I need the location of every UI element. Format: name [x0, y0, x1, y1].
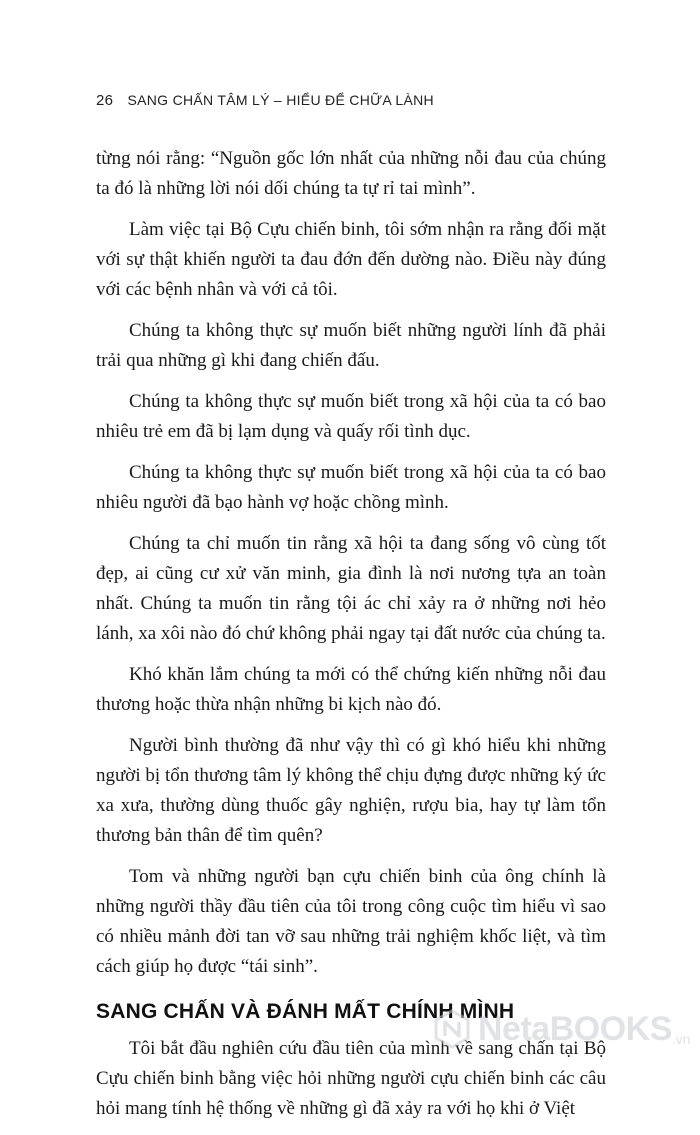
body-paragraph: Tom và những người bạn cựu chiến binh của ông chính là những người thầy đầu tiên của tôi trong công cuộc tìm hiểu vì sao có nhiều mảnh đời tan vỡ sau những trải nghiệm khốc liệt, và tìm cách giúp họ được “tái sinh”. — [96, 866, 606, 977]
body-paragraph: Làm việc tại Bộ Cựu chiến binh, tôi sớm nhận ra rằng đối mặt với sự thật khiến người ta đau đớn đến dường nào. Điều này đúng với các bệnh nhân và với cả tôi. — [96, 219, 606, 300]
watermark-text: NetaBOOKS — [478, 1009, 672, 1048]
netabooks-logo-icon — [432, 1009, 472, 1049]
body-paragraph: Tôi bắt đầu nghiên cứu đầu tiên của mình về sang chấn tại Bộ Cựu chiến binh bằng việc hỏi những người cựu chiến binh các câu hỏi mang tính hệ thống về những gì đã xảy ra với họ khi ở Việt — [96, 1038, 606, 1119]
watermark — [432, 1003, 692, 1055]
body-paragraph: từng nói rằng: “Nguồn gốc lớn nhất của những nỗi đau của chúng ta đó là những lời nói dối chúng ta tự rỉ tai mình”. — [96, 148, 606, 199]
body-paragraph: Chúng ta chỉ muốn tin rằng xã hội ta đang sống vô cùng tốt đẹp, ai cũng cư xử văn minh, gia đình là nơi nương tựa an toàn nhất. Chúng ta muốn tin rằng tội ác chỉ xảy ra ở những nơi hẻo lánh, xa xôi nào đó chứ không phải ngay tại đất nước của chúng ta. — [96, 533, 606, 644]
running-title: SANG CHẤN TÂM LÝ – HIỂU ĐỂ CHỮA LÀNH — [127, 92, 434, 108]
body-paragraph: Chúng ta không thực sự muốn biết những người lính đã phải trải qua những gì khi đang chiến đấu. — [96, 320, 606, 371]
watermark-suffix: .vn — [671, 1031, 691, 1047]
page-body — [96, 144, 606, 1135]
running-header — [96, 92, 434, 109]
body-paragraph: Khó khăn lắm chúng ta mới có thể chứng kiến những nỗi đau thương hoặc thừa nhận những bi kịch nào đó. — [96, 664, 606, 715]
body-paragraph: Người bình thường đã như vậy thì có gì khó hiểu khi những người bị tổn thương tâm lý không thể chịu đựng được những ký ức xa xưa, thường dùng thuốc gây nghiện, rượu bia, hay tự làm tổn thương bản thân để tìm quên? — [96, 735, 606, 846]
page-number: 26 — [96, 92, 114, 109]
body-paragraph: Chúng ta không thực sự muốn biết trong xã hội của ta có bao nhiêu người đã bạo hành vợ hoặc chồng mình. — [96, 462, 606, 513]
body-paragraph: Chúng ta không thực sự muốn biết trong xã hội của ta có bao nhiêu trẻ em đã bị lạm dụng và quấy rối tình dục. — [96, 391, 606, 442]
section-heading: SANG CHẤN VÀ ĐÁNH MẤT CHÍNH MÌNH — [96, 1000, 515, 1023]
